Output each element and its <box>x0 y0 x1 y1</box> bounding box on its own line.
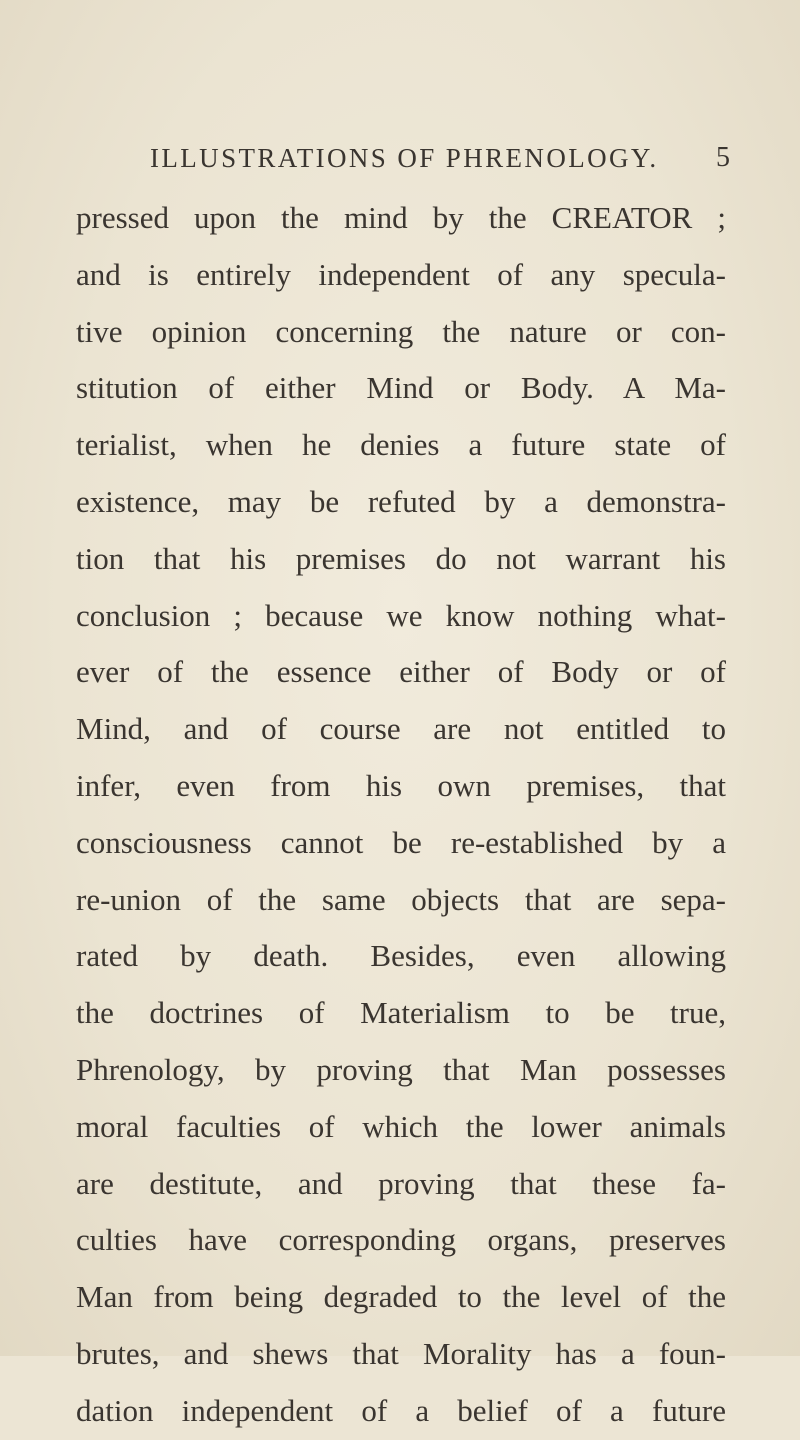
text-line: brutes, and shews that Morality has a foun- <box>76 1335 726 1371</box>
text-line: and is entirely independent of any specula- <box>76 256 726 292</box>
text-line: existence, may be refuted by a demonstra- <box>76 483 726 519</box>
text-line: terialist, when he denies a future state of <box>76 427 726 463</box>
text-line: re-union of the same objects that are sepa- <box>76 881 726 917</box>
text-line: Phrenology, by proving that Man possesses <box>76 1051 726 1087</box>
text-line: pressed upon the mind by the CREATOR ; <box>76 200 726 235</box>
text-line: Man from being degraded to the level of the <box>76 1279 726 1315</box>
running-title: ILLUSTRATIONS OF PHRENOLOGY. <box>150 143 659 173</box>
text-line: tive opinion concerning the nature or con- <box>76 313 726 349</box>
body-text <box>76 190 726 1428</box>
text-line: infer, even from his own premises, that <box>76 767 726 803</box>
text-line: stitution of either Mind or Body. A Ma- <box>76 370 726 406</box>
running-head <box>150 138 730 178</box>
text-line: consciousness cannot be re-established by a <box>76 824 726 860</box>
text-line: ever of the essence either of Body or of <box>76 654 726 690</box>
text-line: culties have corresponding organs, preserves <box>76 1222 726 1258</box>
text-line: dation independent of a belief of a future <box>76 1392 726 1428</box>
text-line: conclusion ; because we know nothing what- <box>76 597 726 633</box>
text-line: tion that his premises do not warrant his <box>76 540 726 576</box>
text-line: the doctrines of Materialism to be true, <box>76 995 726 1031</box>
text-line: Mind, and of course are not entitled to <box>76 711 726 747</box>
text-line: are destitute, and proving that these fa- <box>76 1165 726 1201</box>
text-line: rated by death. Besides, even allowing <box>76 938 726 974</box>
text-line: moral faculties of which the lower animals <box>76 1108 726 1144</box>
page-number: 5 <box>716 142 730 173</box>
